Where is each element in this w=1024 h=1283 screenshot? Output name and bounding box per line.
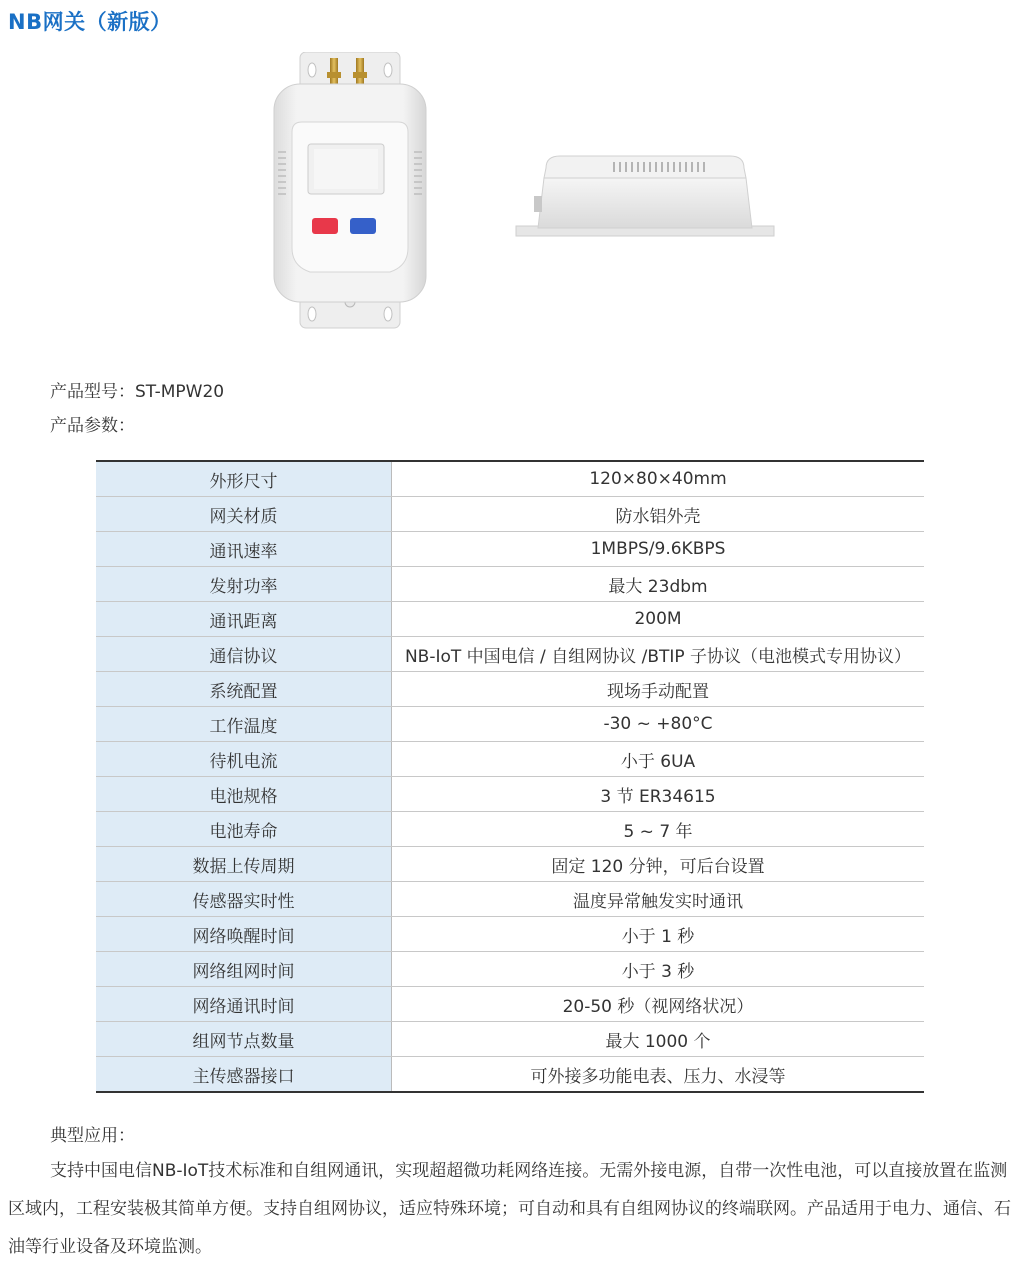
spec-label: 外形尺寸 (96, 461, 392, 497)
spec-row (96, 602, 924, 637)
application-heading: 典型应用： (50, 1126, 135, 1146)
spec-value: 5 ~ 7 年 (392, 812, 925, 847)
spec-label: 系统配置 (96, 672, 392, 707)
product-images (0, 40, 1024, 340)
spec-value: -30 ~ +80°C (392, 707, 925, 742)
product-params-heading: 产品参数： (50, 416, 135, 436)
spec-row (96, 497, 924, 532)
spec-label: 通信协议 (96, 637, 392, 672)
spec-label: 发射功率 (96, 567, 392, 602)
spec-label: 电池规格 (96, 777, 392, 812)
spec-row (96, 882, 924, 917)
spec-value: 20-50 秒（视网络状况） (392, 987, 925, 1022)
spec-value: 可外接多功能电表、压力、水浸等 (392, 1057, 925, 1093)
spec-value: 小于 6UA (392, 742, 925, 777)
gateway-side-image (512, 150, 778, 242)
gateway-front-image (270, 52, 430, 332)
spec-value: 最大 1000 个 (392, 1022, 925, 1057)
spec-row (96, 637, 924, 672)
spec-label: 网络通讯时间 (96, 987, 392, 1022)
spec-value: 200M (392, 602, 925, 637)
spec-label: 网络唤醒时间 (96, 917, 392, 952)
spec-value: 3 节 ER34615 (392, 777, 925, 812)
spec-value: 温度异常触发实时通讯 (392, 882, 925, 917)
spec-label: 网关材质 (96, 497, 392, 532)
spec-row (96, 1057, 924, 1093)
product-model: 产品型号：ST-MPW20 (50, 382, 225, 402)
spec-label: 工作温度 (96, 707, 392, 742)
spec-row (96, 532, 924, 567)
spec-row (96, 567, 924, 602)
page-title: NB网关（新版） (8, 10, 172, 34)
spec-label: 传感器实时性 (96, 882, 392, 917)
spec-row (96, 672, 924, 707)
spec-value: 1MBPS/9.6KBPS (392, 532, 925, 567)
spec-label: 待机电流 (96, 742, 392, 777)
spec-value: 现场手动配置 (392, 672, 925, 707)
spec-label: 通讯速率 (96, 532, 392, 567)
spec-row (96, 847, 924, 882)
spec-row (96, 777, 924, 812)
spec-label: 通讯距离 (96, 602, 392, 637)
spec-value: 防水铝外壳 (392, 497, 925, 532)
spec-row (96, 707, 924, 742)
spec-label: 电池寿命 (96, 812, 392, 847)
spec-label: 数据上传周期 (96, 847, 392, 882)
spec-row (96, 461, 924, 497)
spec-table (96, 460, 924, 1093)
spec-row (96, 1022, 924, 1057)
spec-value: 小于 3 秒 (392, 952, 925, 987)
spec-row (96, 812, 924, 847)
spec-row (96, 742, 924, 777)
spec-label: 网络组网时间 (96, 952, 392, 987)
spec-row (96, 987, 924, 1022)
spec-value: 小于 1 秒 (392, 917, 925, 952)
spec-label: 主传感器接口 (96, 1057, 392, 1093)
application-description: 支持中国电信NB-IoT技术标准和自组网通讯，实现超超微功耗网络连接。无需外接电源，自带一次性电池，可以直接放置在监测区域内，工程安装极其简单方便。支持自组网协议，适应特殊环境；可自动和具有自组网协议的终端联网。产品适用于电力、通信、石油等行业设备及环境监测。 (8, 1161, 1011, 1257)
spec-value: NB-IoT 中国电信 / 自组网协议 /BTIP 子协议（电池模式专用协议） (392, 637, 925, 672)
spec-value: 固定 120 分钟，可后台设置 (392, 847, 925, 882)
spec-value: 120×80×40mm (392, 461, 925, 497)
spec-row (96, 917, 924, 952)
spec-row (96, 952, 924, 987)
spec-label: 组网节点数量 (96, 1022, 392, 1057)
spec-value: 最大 23dbm (392, 567, 925, 602)
